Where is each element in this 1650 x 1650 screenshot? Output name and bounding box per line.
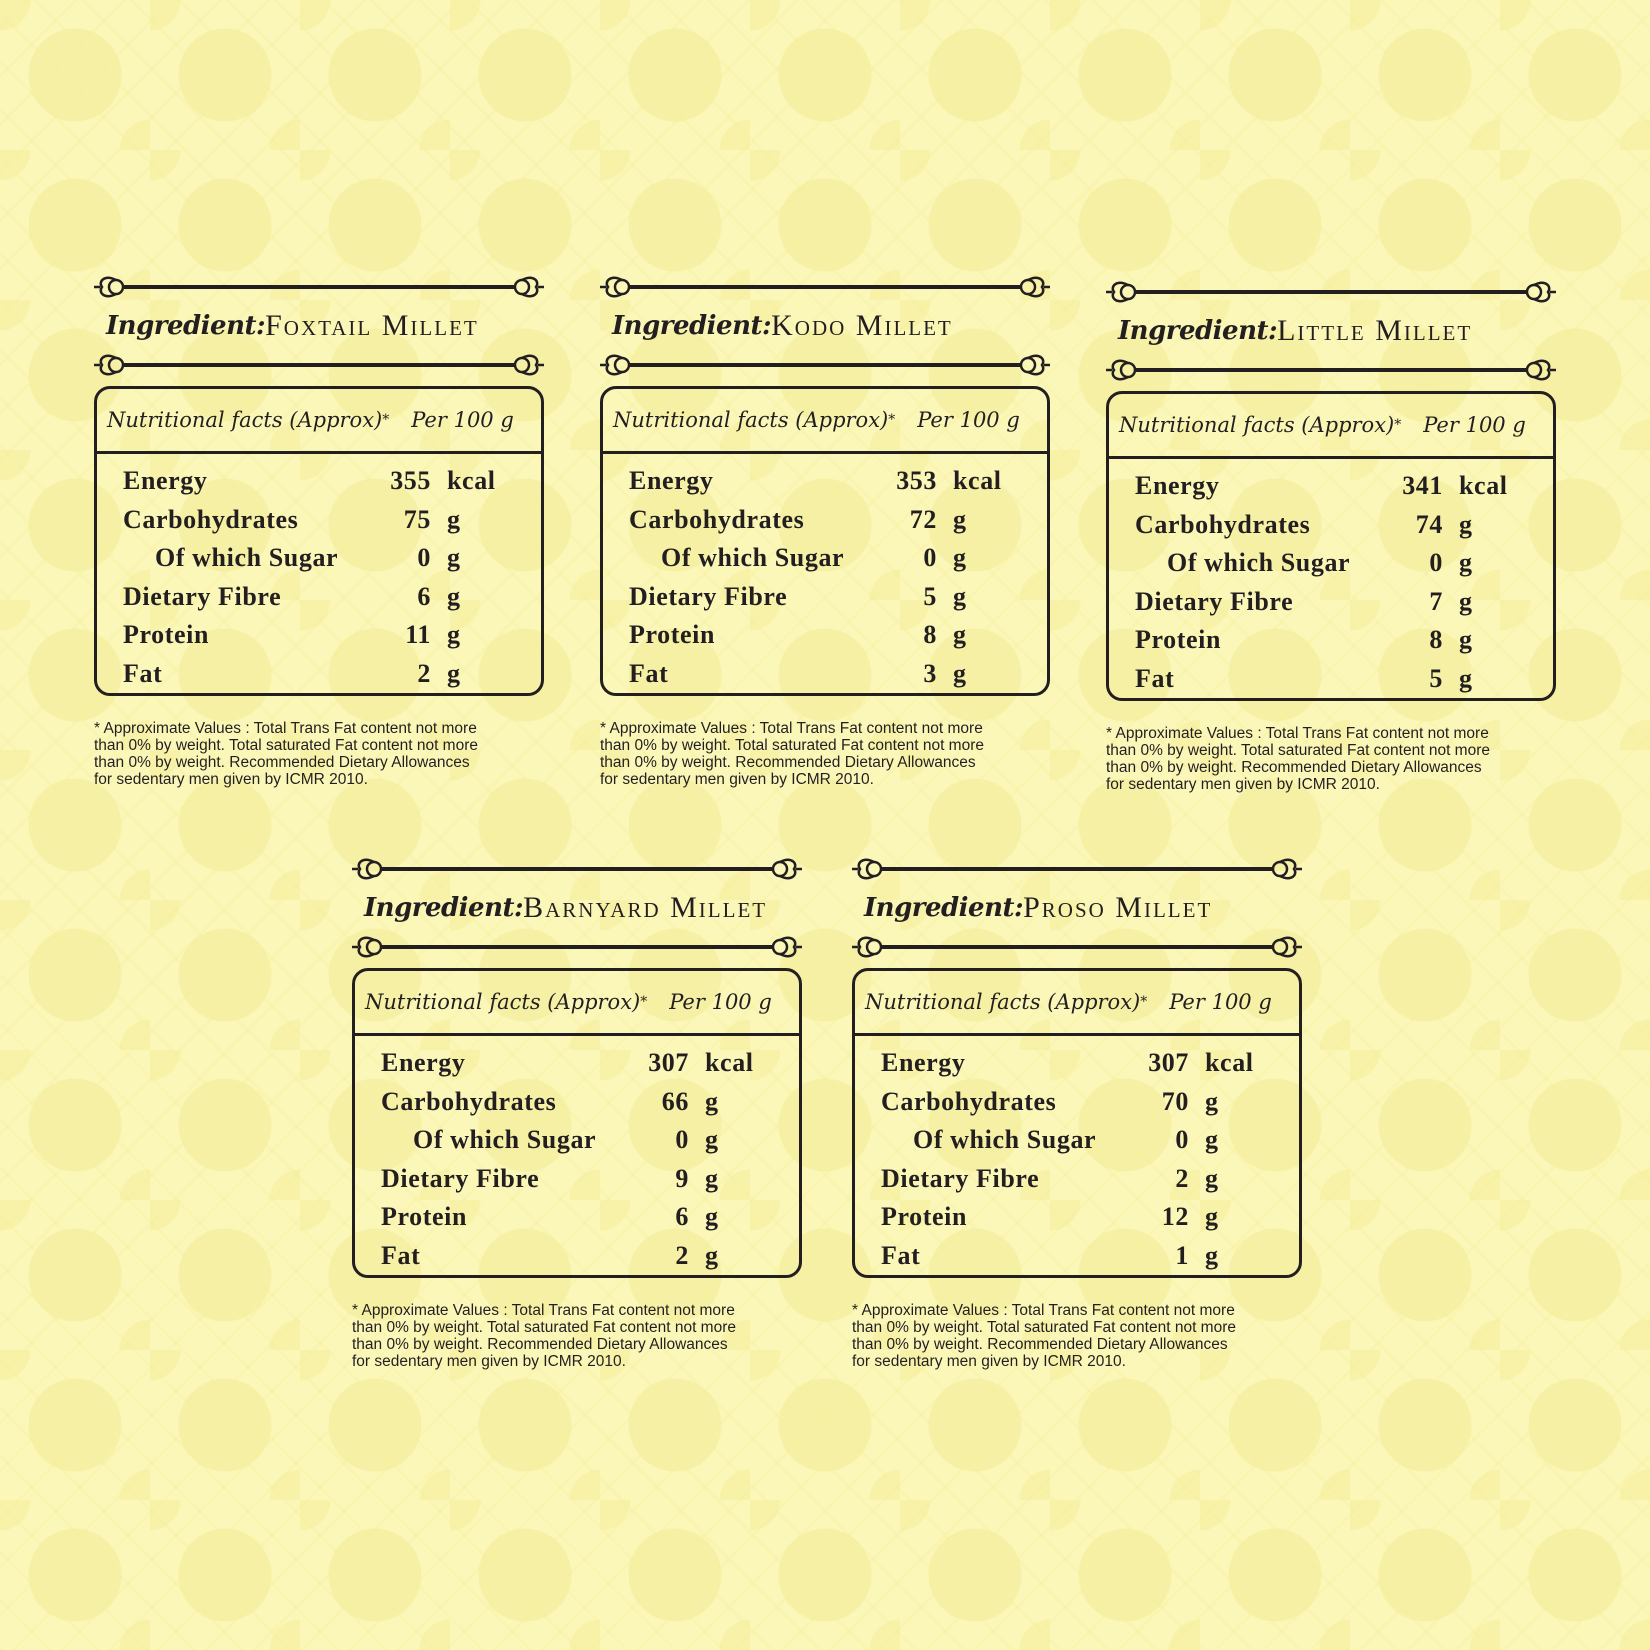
ingredient-prefix: Ingredient:: [612, 311, 772, 341]
facts-header: Nutritional facts (Approx): [1119, 413, 1395, 437]
nutrient-unit: g: [953, 543, 967, 573]
nutrient-value: 353: [896, 466, 937, 496]
nutrient-row-energy: [97, 462, 541, 501]
ingredient-title: [1106, 307, 1556, 355]
nutrient-name: Energy: [1135, 471, 1220, 501]
ingredient-prefix: Ingredient:: [364, 893, 524, 923]
ingredient-title: [600, 302, 1050, 350]
nutrient-row-fat: [1109, 660, 1553, 699]
millet-name: Barnyard Millet: [523, 891, 768, 924]
nutrient-name: Fat: [1135, 663, 1175, 693]
ingredient-prefix: Ingredient:: [864, 893, 1024, 923]
nutrient-unit: kcal: [1459, 471, 1508, 501]
nutrient-unit: g: [1205, 1202, 1219, 1232]
nutrient-unit: g: [1459, 663, 1473, 693]
nutrient-value: 72: [909, 504, 937, 534]
facts-header: Nutritional facts (Approx): [365, 990, 641, 1014]
nutrient-name: Fat: [123, 658, 163, 688]
nutrient-value: 70: [1161, 1086, 1189, 1116]
nutrient-row-fibre: [855, 1160, 1299, 1199]
divider-flourish: [852, 932, 1302, 962]
nutrient-unit: g: [1459, 586, 1473, 616]
nutrient-unit: g: [705, 1086, 719, 1116]
nutrient-name: Fat: [881, 1240, 921, 1270]
nutrient-name: Energy: [381, 1048, 466, 1078]
asterisk: *: [382, 412, 390, 428]
nutrient-value: 5: [923, 581, 937, 611]
nutrient-name: Energy: [123, 466, 208, 496]
facts-header: Nutritional facts (Approx): [865, 990, 1141, 1014]
table-header: [1109, 394, 1553, 459]
nutrient-value: 2: [1175, 1163, 1189, 1193]
asterisk: *: [888, 412, 896, 428]
nutrient-value: 8: [923, 620, 937, 650]
nutrient-value: 0: [1175, 1125, 1189, 1155]
nutrient-name: Carbohydrates: [381, 1086, 557, 1116]
nutrition-panel-proso-millet: [852, 854, 1302, 1370]
footnote: * Approximate Values : Total Trans Fat content not more than 0% by weight. Total saturated Fat content not more than 0% by weight. Recommended Dietary Allowances for sedentary men given by ICMR 2010.: [94, 720, 478, 788]
nutrient-row-protein: [855, 1198, 1299, 1237]
nutrient-row-carbohydrates: [603, 501, 1047, 540]
nutrient-value: 307: [1148, 1048, 1189, 1078]
nutrient-name: Dietary Fibre: [881, 1163, 1040, 1193]
nutrition-table: [600, 386, 1050, 696]
nutrient-value: 5: [1429, 663, 1443, 693]
nutrient-unit: kcal: [447, 466, 496, 496]
divider-flourish: [94, 272, 544, 302]
table-header: [855, 971, 1299, 1036]
nutrient-value: 6: [675, 1202, 689, 1232]
nutrition-panel-barnyard-millet: [352, 854, 802, 1370]
nutrient-unit: g: [953, 581, 967, 611]
ingredient-title: [352, 884, 802, 932]
nutrition-panel-little-millet: [1106, 277, 1556, 793]
per-label: Per 100 g: [917, 408, 1020, 432]
nutrient-name: Protein: [629, 620, 716, 650]
nutrient-unit: g: [1205, 1163, 1219, 1193]
per-label: Per 100 g: [411, 408, 514, 432]
nutrient-name: Energy: [629, 466, 714, 496]
nutrient-row-energy: [355, 1044, 799, 1083]
nutrient-value: 66: [661, 1086, 689, 1116]
nutrient-unit: g: [953, 620, 967, 650]
nutrient-value: 9: [675, 1163, 689, 1193]
facts-header: Nutritional facts (Approx): [613, 408, 889, 432]
table-header: [97, 389, 541, 454]
nutrient-row-fat: [97, 655, 541, 694]
nutrient-row-sugar: [355, 1121, 799, 1160]
nutrient-value: 74: [1415, 509, 1443, 539]
divider-flourish: [1106, 277, 1556, 307]
nutrient-row-sugar: [1109, 544, 1553, 583]
nutrient-unit: g: [447, 658, 461, 688]
nutrient-row-fibre: [97, 578, 541, 617]
nutrient-name: Energy: [881, 1048, 966, 1078]
nutrient-value: 12: [1161, 1202, 1189, 1232]
nutrient-row-sugar: [603, 539, 1047, 578]
nutrient-row-fat: [355, 1237, 799, 1276]
divider-flourish: [600, 272, 1050, 302]
footnote: * Approximate Values : Total Trans Fat content not more than 0% by weight. Total saturated Fat content not more than 0% by weight. Recommended Dietary Allowances for sedentary men given by ICMR 2010.: [352, 1302, 736, 1370]
nutrient-name: Carbohydrates: [1135, 509, 1311, 539]
nutrient-row-carbohydrates: [355, 1083, 799, 1122]
divider-flourish: [352, 854, 802, 884]
nutrient-value: 6: [417, 581, 431, 611]
nutrient-unit: g: [705, 1240, 719, 1270]
nutrient-unit: g: [447, 543, 461, 573]
asterisk: *: [1140, 994, 1148, 1010]
nutrient-value: 75: [403, 504, 431, 534]
nutrient-value: 7: [1429, 586, 1443, 616]
nutrient-row-fat: [603, 655, 1047, 694]
nutrient-name: Protein: [381, 1202, 468, 1232]
nutrient-value: 355: [390, 466, 431, 496]
divider-flourish: [1106, 355, 1556, 385]
millet-name: Proso Millet: [1023, 891, 1213, 924]
nutrient-name: Of which Sugar: [413, 1125, 597, 1155]
nutrient-unit: g: [953, 504, 967, 534]
nutrient-value: 11: [405, 620, 431, 650]
nutrient-value: 0: [675, 1125, 689, 1155]
nutrition-table: [852, 968, 1302, 1278]
nutrient-value: 0: [1429, 548, 1443, 578]
nutrient-name: Dietary Fibre: [1135, 586, 1294, 616]
nutrient-row-protein: [603, 616, 1047, 655]
nutrition-table: [352, 968, 802, 1278]
nutrient-name: Dietary Fibre: [381, 1163, 540, 1193]
nutrient-row-carbohydrates: [1109, 506, 1553, 545]
divider-flourish: [852, 854, 1302, 884]
ingredient-prefix: Ingredient:: [1118, 316, 1278, 346]
nutrient-name: Dietary Fibre: [629, 581, 788, 611]
nutrient-row-energy: [1109, 467, 1553, 506]
nutrient-unit: g: [1459, 509, 1473, 539]
nutrient-name: Protein: [1135, 625, 1222, 655]
nutrient-name: Of which Sugar: [1167, 548, 1351, 578]
nutrition-table: [1106, 391, 1556, 701]
nutrient-row-fibre: [1109, 583, 1553, 622]
nutrient-unit: g: [705, 1163, 719, 1193]
nutrient-value: 3: [923, 658, 937, 688]
nutrient-row-protein: [97, 616, 541, 655]
nutrient-value: 8: [1429, 625, 1443, 655]
footnote: * Approximate Values : Total Trans Fat content not more than 0% by weight. Total saturated Fat content not more than 0% by weight. Recommended Dietary Allowances for sedentary men given by ICMR 2010.: [852, 1302, 1236, 1370]
nutrient-value: 0: [417, 543, 431, 573]
nutrient-unit: g: [1205, 1125, 1219, 1155]
millet-name: Foxtail Millet: [265, 309, 479, 342]
nutrient-row-sugar: [855, 1121, 1299, 1160]
nutrient-name: Dietary Fibre: [123, 581, 282, 611]
nutrient-name: Of which Sugar: [155, 543, 339, 573]
nutrient-unit: g: [1459, 548, 1473, 578]
nutrition-panel-kodo-millet: [600, 272, 1050, 788]
footnote: * Approximate Values : Total Trans Fat content not more than 0% by weight. Total saturated Fat content not more than 0% by weight. Recommended Dietary Allowances for sedentary men given by ICMR 2010.: [600, 720, 984, 788]
nutrient-name: Protein: [881, 1202, 968, 1232]
nutrient-name: Fat: [381, 1240, 421, 1270]
nutrient-name: Carbohydrates: [629, 504, 805, 534]
nutrient-unit: g: [705, 1202, 719, 1232]
nutrient-value: 2: [417, 658, 431, 688]
nutrient-unit: g: [705, 1125, 719, 1155]
asterisk: *: [1394, 417, 1402, 433]
nutrient-unit: kcal: [1205, 1048, 1254, 1078]
asterisk: *: [640, 994, 648, 1010]
nutrient-value: 341: [1402, 471, 1443, 501]
millet-name: Kodo Millet: [771, 309, 953, 342]
nutrient-row-fibre: [603, 578, 1047, 617]
nutrient-row-protein: [1109, 621, 1553, 660]
ingredient-prefix: Ingredient:: [106, 311, 266, 341]
nutrient-row-sugar: [97, 539, 541, 578]
divider-flourish: [600, 350, 1050, 380]
nutrient-unit: g: [447, 581, 461, 611]
nutrient-name: Of which Sugar: [913, 1125, 1097, 1155]
nutrient-row-carbohydrates: [855, 1083, 1299, 1122]
nutrient-row-energy: [603, 462, 1047, 501]
nutrient-name: Fat: [629, 658, 669, 688]
nutrient-name: Carbohydrates: [881, 1086, 1057, 1116]
table-header: [603, 389, 1047, 454]
per-label: Per 100 g: [669, 990, 772, 1014]
nutrient-row-protein: [355, 1198, 799, 1237]
nutrient-name: Of which Sugar: [661, 543, 845, 573]
nutrient-unit: kcal: [953, 466, 1002, 496]
nutrient-value: 2: [675, 1240, 689, 1270]
nutrient-unit: g: [953, 658, 967, 688]
nutrition-table: [94, 386, 544, 696]
nutrient-name: Protein: [123, 620, 210, 650]
nutrition-panel-foxtail-millet: [94, 272, 544, 788]
nutrient-unit: g: [1459, 625, 1473, 655]
ingredient-title: [852, 884, 1302, 932]
nutrient-row-carbohydrates: [97, 501, 541, 540]
nutrient-name: Carbohydrates: [123, 504, 299, 534]
per-label: Per 100 g: [1169, 990, 1272, 1014]
nutrient-value: 307: [648, 1048, 689, 1078]
nutrient-row-fibre: [355, 1160, 799, 1199]
nutrient-row-fat: [855, 1237, 1299, 1276]
nutrient-value: 1: [1175, 1240, 1189, 1270]
footnote: * Approximate Values : Total Trans Fat content not more than 0% by weight. Total saturated Fat content not more than 0% by weight. Recommended Dietary Allowances for sedentary men given by ICMR 2010.: [1106, 725, 1490, 793]
nutrient-unit: kcal: [705, 1048, 754, 1078]
ingredient-title: [94, 302, 544, 350]
nutrient-unit: g: [447, 620, 461, 650]
table-header: [355, 971, 799, 1036]
millet-name: Little Millet: [1277, 314, 1473, 347]
per-label: Per 100 g: [1423, 413, 1526, 437]
nutrient-unit: g: [1205, 1240, 1219, 1270]
divider-flourish: [94, 350, 544, 380]
nutrient-row-energy: [855, 1044, 1299, 1083]
nutrient-value: 0: [923, 543, 937, 573]
facts-header: Nutritional facts (Approx): [107, 408, 383, 432]
nutrient-unit: g: [1205, 1086, 1219, 1116]
divider-flourish: [352, 932, 802, 962]
nutrient-unit: g: [447, 504, 461, 534]
